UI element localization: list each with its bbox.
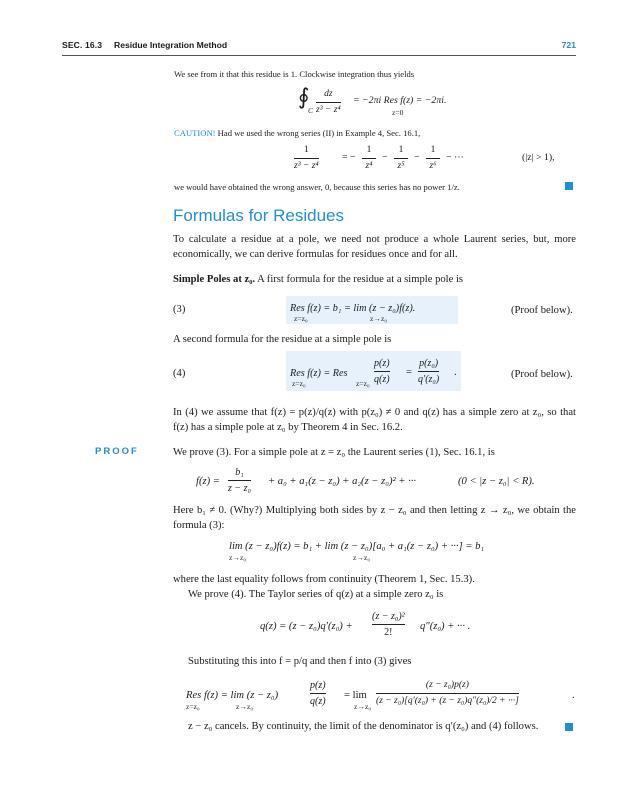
eq4-sub-a: z=z₀ bbox=[292, 379, 306, 388]
series-minus-1: − bbox=[382, 152, 388, 163]
limit-equation-text: lim (z − z₀)f(z) = b₁ + lim (z − z₀)[a₀ + a₁(z − z₀) + ···] = b₁ bbox=[229, 541, 485, 552]
series-tail: − ··· bbox=[446, 152, 464, 163]
derivation-fraction-2 bbox=[376, 679, 519, 708]
header-title: Residue Integration Method bbox=[114, 40, 228, 50]
derivation-fraction-2-den: (z − z₀)[q′(z₀) + (z − z₀)q″(z₀)/2 + ···] bbox=[376, 695, 519, 706]
taylor-equation bbox=[260, 606, 560, 646]
simple-poles-label: Simple Poles at z₀. bbox=[173, 274, 256, 285]
laurent-fraction-num: b₁ bbox=[235, 467, 244, 478]
simple-poles-line bbox=[173, 272, 576, 287]
prove-4-line: We prove (4). The Taylor series of q(z) at a simple zero z₀ is bbox=[188, 589, 444, 600]
derivation-res: Res f(z) = lim (z − z₀) bbox=[186, 690, 279, 701]
residue-derivation bbox=[186, 675, 581, 717]
series-term-3-den: z⁶ bbox=[429, 160, 437, 171]
derivation-sub-3: z→z₀ bbox=[354, 702, 371, 711]
series-term-1 bbox=[362, 144, 376, 173]
end-of-example-square bbox=[565, 182, 573, 190]
series-equation bbox=[290, 144, 570, 180]
page-number: 721 bbox=[561, 40, 576, 50]
end-of-proof-square bbox=[565, 723, 573, 731]
series-term-3-num: 1 bbox=[430, 145, 436, 155]
laurent-fraction-den: z − z₀ bbox=[228, 482, 252, 494]
limit-sub-2: z→z₀ bbox=[353, 553, 370, 562]
series-term-2-den: z⁵ bbox=[397, 160, 405, 171]
eq4-equals: = bbox=[406, 367, 412, 378]
eq3-proof-note: (Proof below). bbox=[511, 305, 573, 316]
integral-res-subscript: z=0 bbox=[392, 108, 404, 117]
derivation-sub-1: z=z₀ bbox=[186, 702, 200, 711]
running-header bbox=[62, 40, 576, 54]
eq4-fraction-1 bbox=[374, 357, 390, 386]
caution-line bbox=[174, 127, 420, 139]
eq4-res: Res f(z) = Res bbox=[290, 368, 348, 379]
caution-text: Had we used the wrong series (II) in Example 4, Sec. 16.1, bbox=[215, 128, 421, 138]
laurent-rhs: + a₀ + a₁(z − z₀) + a₂(z − z₀)² + ··· bbox=[268, 476, 417, 487]
eq4-fraction-2-den: q′(z₀) bbox=[418, 373, 440, 385]
taylor-fraction-den: 2! bbox=[384, 626, 393, 638]
derivation-equals: = lim bbox=[344, 690, 367, 701]
series-condition: (|z| > 1), bbox=[522, 152, 555, 163]
eq4-fraction-1-den: q(z) bbox=[374, 373, 390, 385]
series-term-3 bbox=[426, 144, 440, 173]
eq3-lim-subscript: z→z₀ bbox=[370, 314, 387, 323]
eq4-fraction-2 bbox=[418, 357, 439, 386]
contour-integral-sign: ∮ bbox=[298, 84, 310, 109]
series-term-1-num: 1 bbox=[366, 145, 372, 155]
taylor-fraction-num: (z − z₀)² bbox=[372, 611, 405, 622]
derivation-period: . bbox=[572, 690, 575, 701]
eq3-tag: (3) bbox=[173, 304, 186, 315]
derivation-fraction-2-num: (z − z₀)p(z) bbox=[425, 680, 469, 690]
laurent-fraction bbox=[228, 466, 251, 495]
substitution-line: Substituting this into f = p/q and then f into (3) gives bbox=[188, 656, 412, 667]
series-eq: = − bbox=[342, 152, 356, 163]
continuity-line: where the last equality follows from continuity (Theorem 1, Sec. 15.3). bbox=[173, 574, 475, 585]
caution-label: CAUTION! bbox=[174, 128, 216, 138]
integrand-denominator: z³ − z⁴ bbox=[316, 104, 341, 115]
integrand-fraction bbox=[316, 88, 341, 117]
wrong-answer-line: we would have obtained the wrong answer, 0, because this series has no power 1/z. bbox=[174, 182, 460, 192]
eq4-period: . bbox=[454, 367, 457, 378]
simple-poles-text: A first formula for the residue at a simple pole is bbox=[255, 274, 464, 285]
derivation-fraction-1-num: p(z) bbox=[310, 680, 326, 691]
eq3-formula: Res f(z) = b₁ = lim (z − z₀)f(z). bbox=[290, 303, 416, 314]
series-lhs-fraction bbox=[294, 144, 319, 173]
integrand-numerator: dz bbox=[324, 89, 333, 99]
eq4-tag: (4) bbox=[173, 368, 186, 379]
eq3-box bbox=[286, 296, 458, 324]
taylor-lhs: q(z) = (z − z₀)q′(z₀) + bbox=[260, 621, 353, 632]
derivation-fraction-1 bbox=[310, 679, 326, 708]
series-lhs-num: 1 bbox=[303, 145, 309, 155]
series-minus-2: − bbox=[414, 152, 420, 163]
proof-line-1: We prove (3). For a simple pole at z = z₀ the Laurent series (1), Sec. 16.1, is bbox=[173, 447, 495, 458]
eq4-proof-note: (Proof below). bbox=[511, 369, 573, 380]
taylor-rhs: q″(z₀) + ··· . bbox=[420, 621, 471, 632]
series-term-2 bbox=[394, 144, 408, 173]
assumption-paragraph: In (4) we assume that f(z) = p(z)/q(z) with p(z₀) ≠ 0 and q(z) has a simple zero at z₀, so that f(z) has a simple pole at z₀ by Theorem 4 in Sec. 16.2. bbox=[173, 407, 576, 433]
second-formula-line: A second formula for the residue at a simple pole is bbox=[173, 334, 392, 345]
intro-paragraph: To calculate a residue at a pole, we need not produce a whole Laurent series, but, more economically, we can derive formulas for residues once and for all. bbox=[173, 234, 576, 260]
header-rule bbox=[62, 55, 576, 56]
limit-sub-1: z→z₀ bbox=[229, 553, 246, 562]
derivation-sub-2: z→z₀ bbox=[236, 702, 253, 711]
eq4-fraction-1-num: p(z) bbox=[374, 358, 390, 369]
header-section: SEC. 16.3 bbox=[62, 40, 103, 50]
series-term-2-num: 1 bbox=[398, 145, 404, 155]
taylor-fraction bbox=[372, 610, 405, 639]
laurent-lhs: f(z) = bbox=[196, 476, 220, 487]
integral-contour-label: C bbox=[308, 106, 314, 115]
proof-paragraph-2: Here b₁ ≠ 0. (Why?) Multiplying both sides by z − z₀ and then letting z → z₀, we obtain the formula (3): bbox=[173, 505, 576, 531]
eq3-res-subscript: z=z₀ bbox=[294, 314, 308, 323]
intro-line: We see from it that this residue is 1. Clockwise integration thus yields bbox=[174, 69, 415, 79]
derivation-fraction-1-den: q(z) bbox=[310, 695, 326, 707]
eq4-sub-b: z=z₀ bbox=[356, 379, 370, 388]
series-term-1-den: z⁴ bbox=[365, 160, 373, 171]
laurent-equation bbox=[196, 464, 576, 496]
section-heading: Formulas for Residues bbox=[173, 206, 345, 225]
proof-label: PROOF bbox=[95, 446, 139, 457]
limit-equation bbox=[229, 538, 549, 568]
series-lhs-den: z³ − z⁴ bbox=[294, 160, 319, 171]
laurent-condition: (0 < |z − z₀| < R). bbox=[458, 476, 535, 487]
final-line: z − z₀ cancels. By continuity, the limit of the denominator is q′(z₀) and (4) follows. bbox=[188, 721, 539, 732]
integral-equation bbox=[298, 84, 478, 124]
eq4-box bbox=[286, 351, 461, 391]
integral-result: = −2πi Res f(z) = −2πi. bbox=[353, 95, 447, 106]
eq4-fraction-2-num: p(z₀) bbox=[419, 358, 439, 369]
